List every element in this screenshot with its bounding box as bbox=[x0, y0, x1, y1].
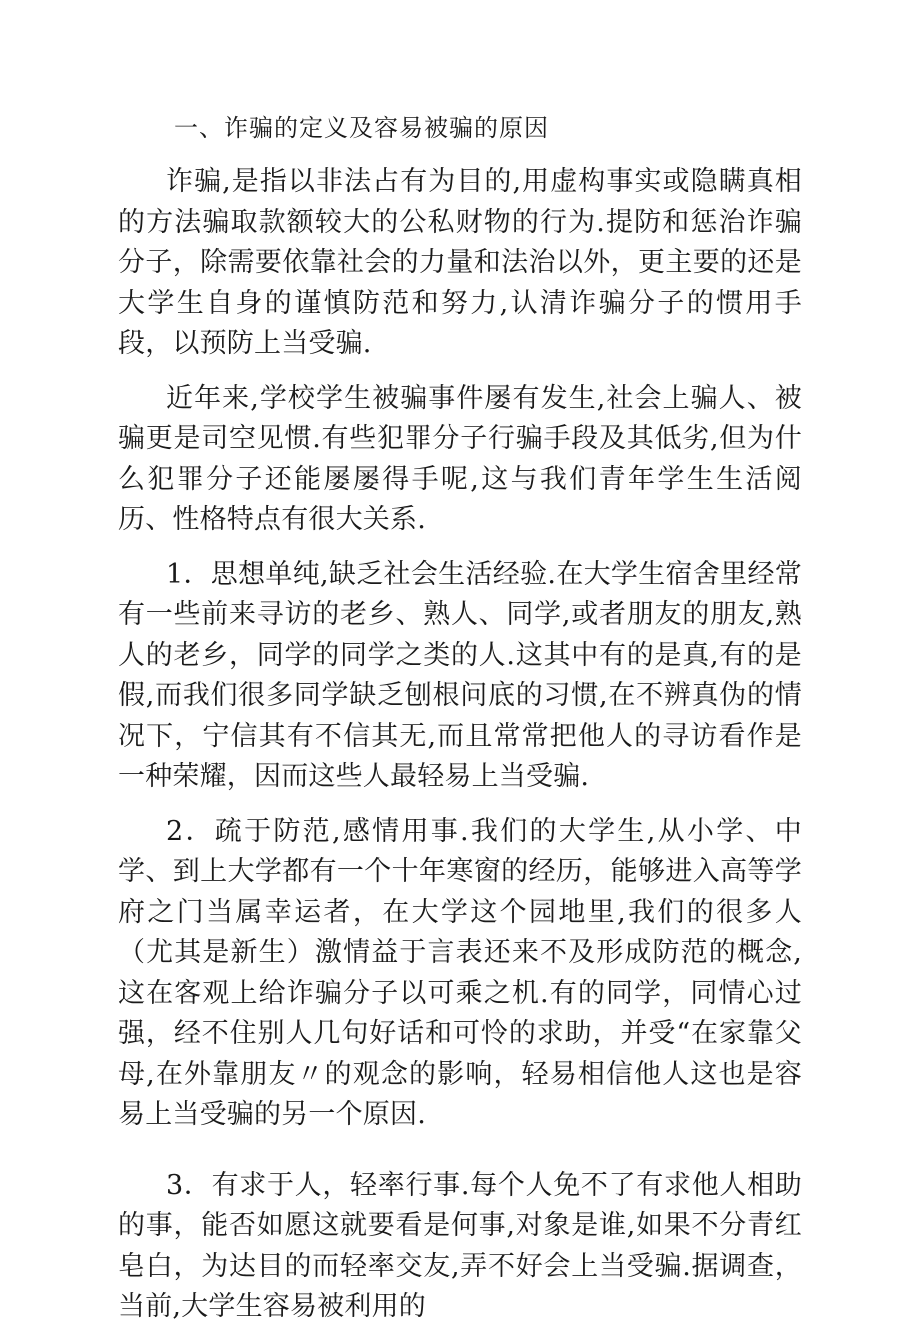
paragraph-background: 近年来,学校学生被骗事件屡有发生,社会上骗人、被骗更是司空见惯.有些犯罪分子行骗手段及其低劣,但为什么犯罪分子还能屡屡得手呢,这与我们青年学生生活阅历、性格特点有很大关系. bbox=[118, 382, 802, 535]
paragraph-reason-3: 3．有求于人，轻率行事.每个人免不了有求他人相助的事，能否如愿这就要看是何事,对象是谁,如果不分青红皂白，为达目的而轻率交友,弄不好会上当受骗.据调查，当前,大学生容易被利用的 bbox=[118, 1169, 802, 1322]
section-heading: 一、诈骗的定义及容易被骗的原因 bbox=[174, 114, 549, 142]
paragraph-reason-1: 1．思想单纯,缺乏社会生活经验.在大学生宿舍里经常有一些前来寻访的老乡、熟人、同学,或者朋友的朋友,熟人的老乡，同学的同学之类的人.这其中有的是真,有的是假,而我们很多同学缺乏刨根问底的习惯,在不辨真伪的情况下，宁信其有不信其无,而且常常把他人的寻访看作是一种荣耀，因而这些人最轻易上当受骗. bbox=[118, 558, 802, 792]
paragraph-definition: 诈骗,是指以非法占有为目的,用虚构事实或隐瞒真相的方法骗取款额较大的公私财物的行为.提防和惩治诈骗分子，除需要依靠社会的力量和法治以外，更主要的还是大学生自身的谨慎防范和努力,认清诈骗分子的惯用手段，以预防上当受骗. bbox=[118, 166, 802, 359]
paragraph-reason-2: 2．疏于防范,感情用事.我们的大学生,从小学、中学、到上大学都有一个十年寒窗的经历，能够进入高等学府之门当属幸运者，在大学这个园地里,我们的很多人（尤其是新生）激情益于言表还来不及形成防范的概念,这在客观上给诈骗分子以可乘之机.有的同学，同情心过强，经不住别人几句好话和可怜的求助，并受“在家靠父母,在外靠朋友〃的观念的影响，轻易相信他人这也是容易上当受骗的另一个原因. bbox=[118, 815, 802, 1130]
